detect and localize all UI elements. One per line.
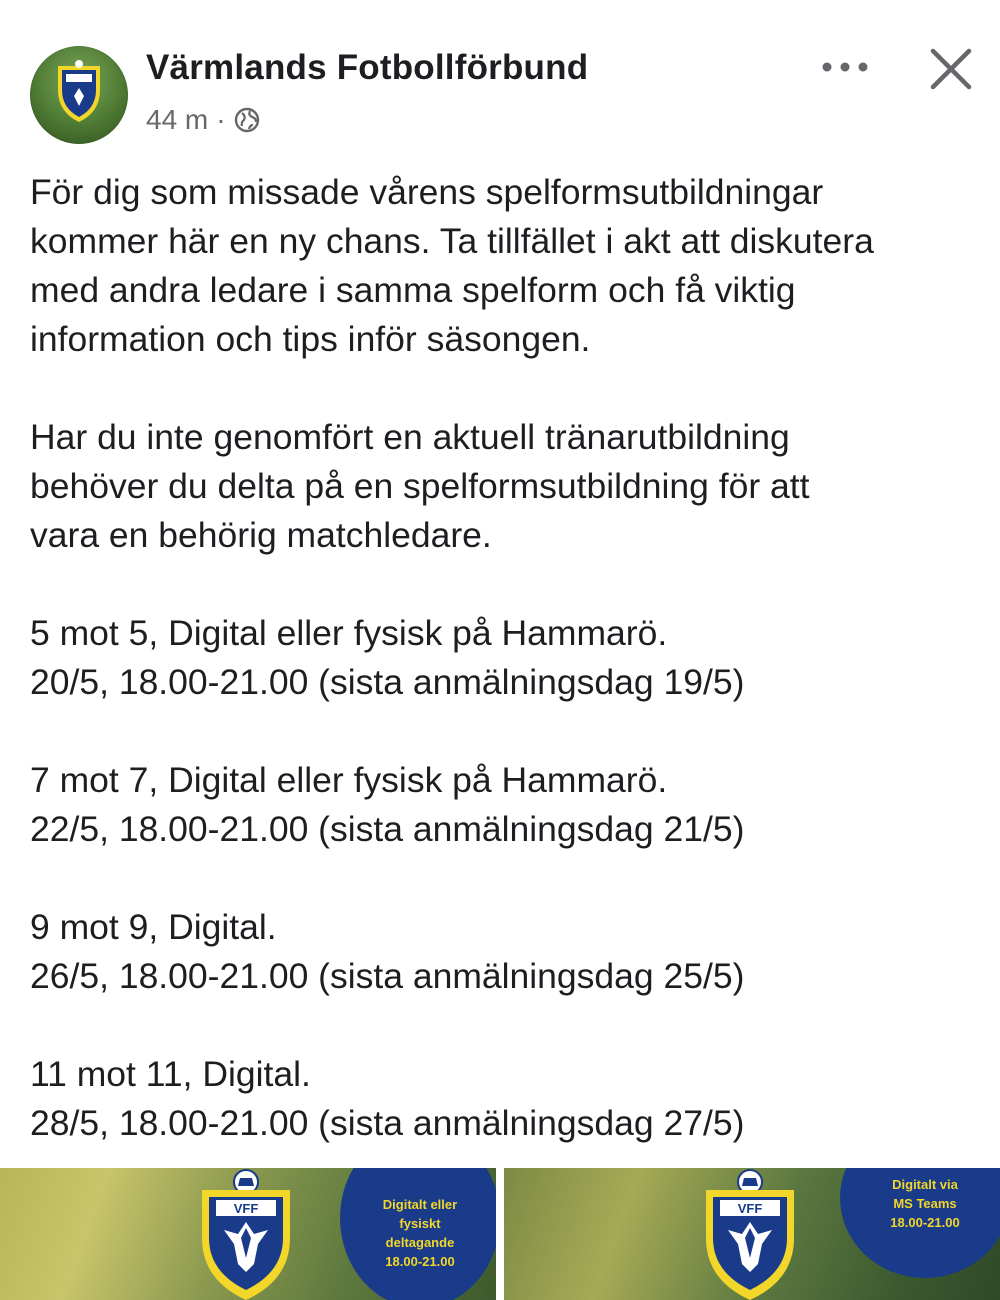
globe-icon: [234, 107, 260, 133]
post-text-line: Har du inte genomfört en aktuell tränarutbildning: [30, 417, 790, 457]
close-icon[interactable]: [926, 44, 976, 94]
post-paragraph: [30, 413, 970, 560]
post-text-line: För dig som missade vårens spelformsutbildningar: [30, 172, 824, 212]
post-text-line: 22/5, 18.00-21.00 (sista anmälningsdag 21/5): [30, 809, 745, 849]
post-text-line: 20/5, 18.00-21.00 (sista anmälningsdag 19/5): [30, 662, 745, 702]
post-text-line: 7 mot 7, Digital eller fysisk på Hammarö.: [30, 760, 668, 800]
post-header: [0, 0, 1000, 160]
post-text-line: med andra ledare i samma spelform och få viktig: [30, 270, 796, 310]
post-text-line: 28/5, 18.00-21.00 (sista anmälningsdag 27/5): [30, 1103, 745, 1143]
more-dots-icon[interactable]: [818, 52, 872, 82]
post-text-line: vara en behörig matchledare.: [30, 515, 492, 555]
badge-text-line: Digitalt eller: [382, 1197, 458, 1212]
badge-text-line: 18.00-21.00: [890, 1214, 960, 1230]
badge-text-line: 18.00-21.00: [385, 1254, 455, 1269]
post-text-line: 26/5, 18.00-21.00 (sista anmälningsdag 25/5): [30, 956, 745, 996]
meta-separator: ·: [216, 104, 226, 135]
post-paragraph: [30, 609, 970, 707]
page-name[interactable]: Värmlands Fotbollförbund: [146, 48, 589, 87]
vff-shield-icon: [700, 1168, 800, 1300]
info-badge: [840, 1168, 1000, 1278]
post-text-line: information och tips inför säsongen.: [30, 319, 591, 359]
post-image-left[interactable]: [0, 1168, 496, 1300]
badge-text-line: Digitalt via: [892, 1176, 958, 1192]
image-divider: [496, 1168, 504, 1300]
post-paragraph: [30, 903, 970, 1001]
badge-text-line: fysiskt: [399, 1216, 441, 1231]
post-text-line: 9 mot 9, Digital.: [30, 907, 277, 947]
post-paragraph: [30, 168, 970, 364]
post-meta: [146, 104, 260, 136]
post-paragraph: [30, 756, 970, 854]
post-image-right[interactable]: [504, 1168, 1000, 1300]
shield-text: VFF: [233, 1201, 259, 1216]
post-text-line: kommer här en ny chans. Ta tillfället i akt att diskutera: [30, 221, 874, 261]
post-text: [30, 168, 970, 1197]
badge-text-line: deltagande: [385, 1235, 455, 1250]
badge-text-line: MS Teams: [893, 1195, 957, 1211]
post-text-line: 11 mot 11, Digital.: [30, 1054, 311, 1094]
post-text-line: behöver du delta på en spelformsutbildning för att: [30, 466, 810, 506]
post-time[interactable]: 44 m: [146, 104, 209, 135]
post-text-line: 5 mot 5, Digital eller fysisk på Hammarö.: [30, 613, 668, 653]
shield-text: VFF: [737, 1201, 763, 1216]
vff-logo-icon: [54, 60, 104, 126]
vff-shield-icon: [196, 1168, 296, 1300]
page-avatar[interactable]: [30, 46, 128, 144]
info-badge: [340, 1168, 496, 1300]
post-paragraph: [30, 1050, 970, 1148]
